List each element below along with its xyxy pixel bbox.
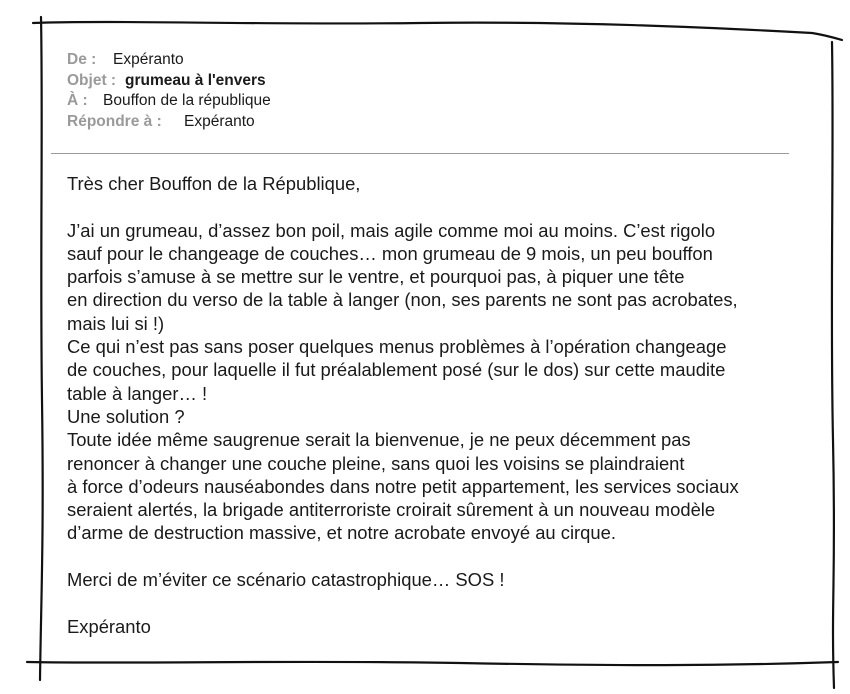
- paragraph-line: en direction du verso de la table à langer (non, ses parents ne sont pas acrobates,: [67, 289, 738, 311]
- signature: Expéranto: [67, 615, 151, 637]
- paragraph-1: [67, 219, 797, 335]
- paragraph-line: Toute idée même saugrenue serait la bienvenue, je ne peux décemment pas: [67, 429, 691, 451]
- paragraph-line: parfois s’amuse à se mettre sur le ventre, et pourquoi pas, à piquer une tête: [67, 266, 685, 288]
- greeting: Très cher Bouffon de la République,: [67, 173, 361, 194]
- subject-row: [67, 71, 271, 92]
- letter-body: [67, 172, 797, 638]
- from-label: De :: [67, 51, 97, 68]
- closing-line: Merci de m’éviter ce scénario catastrophique… SOS !: [67, 569, 505, 591]
- subject-value: grumeau à l'envers: [125, 71, 266, 89]
- subject-label: Objet :: [67, 71, 117, 89]
- paragraph-2: [67, 335, 797, 405]
- paragraph-spacer: [67, 195, 797, 218]
- paragraph-line: mais lui si !): [67, 312, 165, 334]
- frame-left-border: [40, 17, 43, 680]
- to-label: À :: [67, 92, 88, 109]
- frame-bottom-border: [27, 662, 838, 665]
- reply-to-value: Expéranto: [184, 112, 255, 130]
- paragraph-line: de couches, pour laquelle il fut préalablement posé (sur le dos) sur cette maudite: [67, 359, 726, 381]
- frame-top-border: [33, 22, 842, 40]
- paragraph-line: seraient alertés, la brigade antiterroriste croirait sûrement à un nouveau modèle: [67, 499, 716, 521]
- reply-to-row: [67, 112, 271, 133]
- paragraph-line: à force d’odeurs nauséabondes dans notre petit appartement, les services sociaux: [67, 475, 739, 497]
- paragraph-line: sauf pour le changeage de couches… mon grumeau de 9 mois, un peu bouffon: [67, 242, 713, 264]
- question-line: Une solution ?: [67, 405, 185, 427]
- paragraph-line: d’arme de destruction massive, et notre acrobate envoyé au cirque.: [67, 522, 616, 544]
- paragraph-line: renoncer à changer une couche pleine, sans quoi les voisins se plaindraient: [67, 452, 685, 474]
- from-value: Expéranto: [113, 51, 184, 68]
- header-divider: [51, 153, 789, 154]
- paragraph-line: Ce qui n’est pas sans poser quelques menus problèmes à l’opération changeage: [67, 336, 727, 358]
- paragraph-3: [67, 428, 797, 544]
- to-value: Bouffon de la république: [103, 92, 271, 109]
- frame-right-border: [832, 42, 834, 688]
- from-row: [67, 50, 271, 71]
- to-row: [67, 91, 271, 112]
- reply-to-label: Répondre à :: [67, 112, 162, 130]
- paragraph-line: J’ai un grumeau, d’assez bon poil, mais agile comme moi au moins. C’est rigolo: [67, 219, 716, 241]
- paragraph-spacer: [67, 591, 797, 614]
- paragraph-line: table à langer… !: [67, 382, 208, 404]
- email-header: [67, 50, 271, 132]
- paragraph-spacer: [67, 545, 797, 568]
